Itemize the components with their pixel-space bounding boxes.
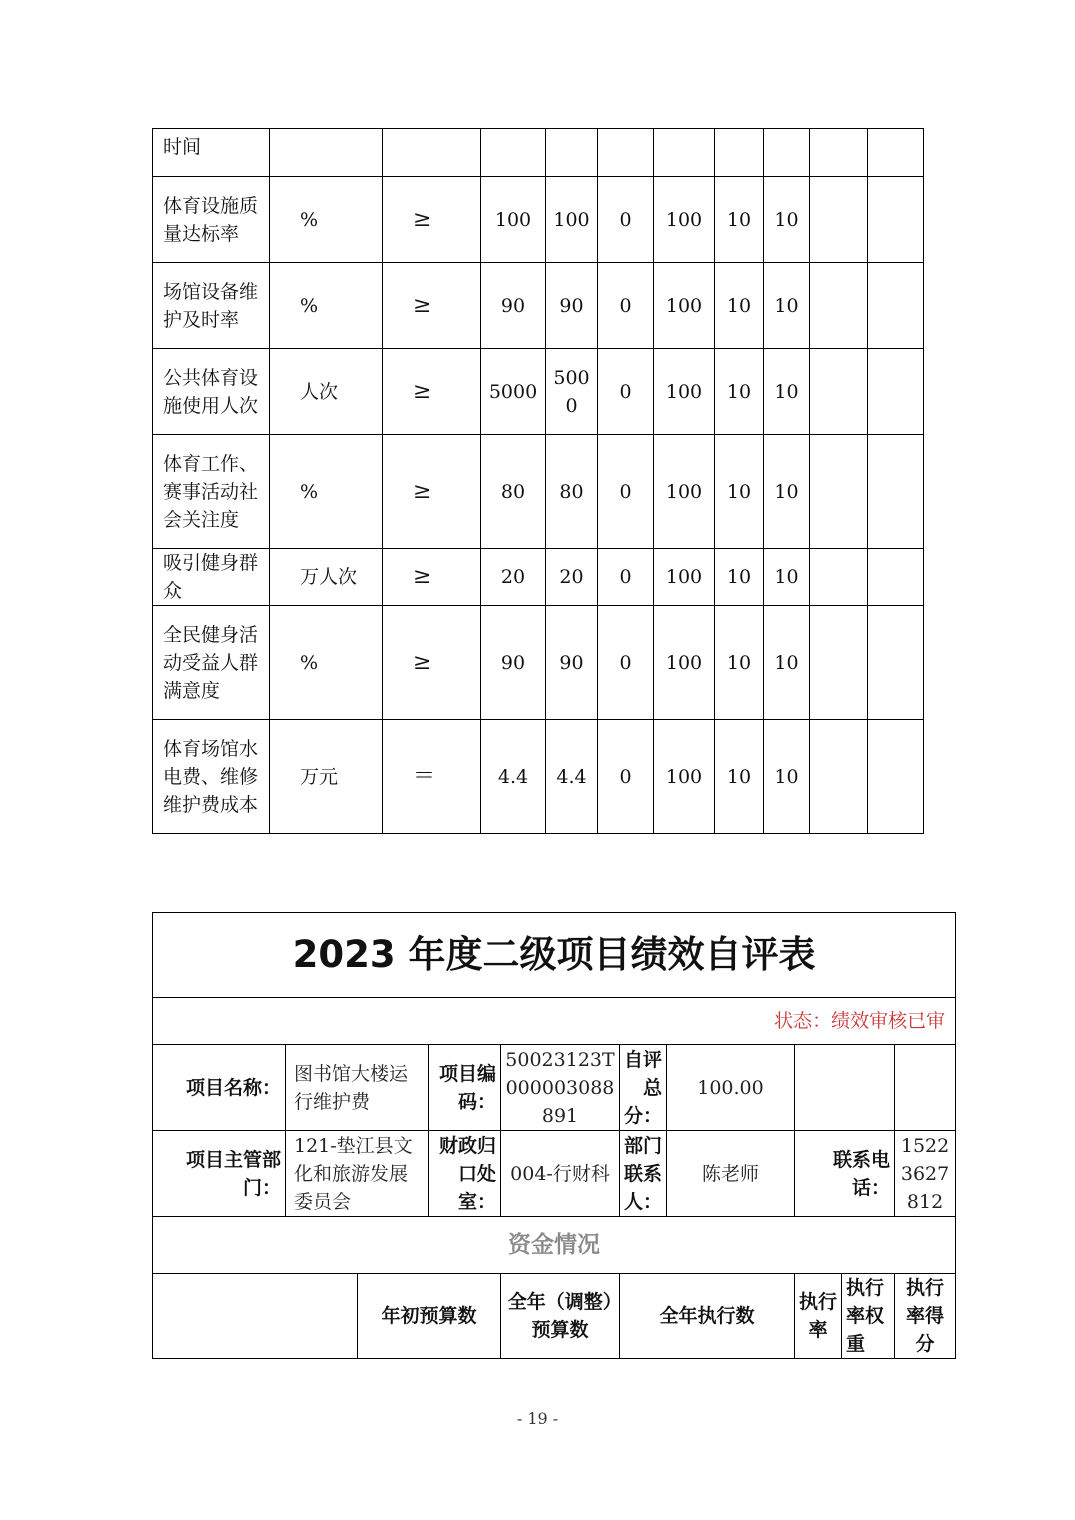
indicator-weight: 10 (715, 349, 764, 435)
indicator-unit: 万元 (270, 720, 383, 834)
table-row (153, 129, 924, 177)
table-row (153, 720, 924, 834)
self-score-value: 100.00 (667, 1045, 795, 1131)
executed-header: 全年执行数 (620, 1274, 795, 1359)
finance-office-label: 财政归口处室： (429, 1131, 501, 1217)
indicator-actual-value: 20 (546, 549, 598, 606)
indicator-cell (810, 263, 868, 349)
indicator-operator: ≥ (383, 177, 481, 263)
table-row (153, 606, 924, 720)
rate-score-header: 执行率得分 (895, 1274, 956, 1359)
indicator-actual-value: 80 (546, 435, 598, 549)
indicator-deviation: 0 (598, 263, 654, 349)
indicator-actual-value: 90 (546, 263, 598, 349)
empty-cell (153, 1274, 358, 1359)
funds-section-title: 资金情况 (153, 1217, 956, 1274)
indicator-score: 10 (764, 606, 810, 720)
indicator-operator: ≥ (383, 606, 481, 720)
indicator-operator: ≥ (383, 435, 481, 549)
indicator-completion (654, 129, 715, 177)
project-code-value: 50023123T000003088891 (501, 1045, 620, 1131)
indicator-unit: % (270, 435, 383, 549)
indicator-score: 10 (764, 549, 810, 606)
indicator-completion: 100 (654, 606, 715, 720)
indicator-actual-value (546, 129, 598, 177)
indicator-target-value: 90 (481, 606, 546, 720)
indicator-target-value: 5000 (481, 349, 546, 435)
indicator-weight: 10 (715, 263, 764, 349)
indicator-completion: 100 (654, 720, 715, 834)
indicator-cell (810, 606, 868, 720)
indicator-cell (868, 720, 924, 834)
indicator-score (764, 129, 810, 177)
dept-value: 121-垫江县文化和旅游发展委员会 (286, 1131, 429, 1217)
table-row (153, 349, 924, 435)
indicator-completion: 100 (654, 349, 715, 435)
indicator-operator: ≥ (383, 349, 481, 435)
project-name-label: 项目名称： (153, 1045, 286, 1131)
self-evaluation-table (152, 912, 956, 1359)
indicator-score: 10 (764, 349, 810, 435)
phone-value: 15223627812 (895, 1131, 956, 1217)
indicator-deviation: 0 (598, 549, 654, 606)
rate-weight-header: 执行率权重 (842, 1274, 895, 1359)
phone-label: 联系电话： (795, 1131, 895, 1217)
finance-office-value: 004-行财科 (501, 1131, 620, 1217)
initial-budget-header: 年初预算数 (358, 1274, 501, 1359)
indicator-target-value (481, 129, 546, 177)
indicator-deviation: 0 (598, 435, 654, 549)
self-score-label: 自评总分： (620, 1045, 667, 1131)
indicator-unit: % (270, 606, 383, 720)
contact-value: 陈老师 (667, 1131, 795, 1217)
indicator-unit: % (270, 263, 383, 349)
exec-rate-header: 执行率 (795, 1274, 842, 1359)
table-row (153, 435, 924, 549)
indicator-deviation: 0 (598, 349, 654, 435)
indicator-cell (868, 606, 924, 720)
indicator-target-value: 80 (481, 435, 546, 549)
indicator-name: 体育工作、赛事活动社会关注度 (153, 435, 270, 549)
indicator-name: 时间 (153, 129, 270, 177)
status-label: 状态：绩效审核已审 (153, 998, 956, 1045)
indicator-actual-value: 5000 (546, 349, 598, 435)
indicator-cell (810, 549, 868, 606)
indicator-weight (715, 129, 764, 177)
table-row (153, 263, 924, 349)
project-code-label: 项目编码： (429, 1045, 501, 1131)
indicator-unit: 人次 (270, 349, 383, 435)
indicator-weight: 10 (715, 606, 764, 720)
contact-label: 部门联系人： (620, 1131, 667, 1217)
indicator-operator (383, 129, 481, 177)
indicator-score: 10 (764, 435, 810, 549)
indicator-actual-value: 4.4 (546, 720, 598, 834)
indicator-weight: 10 (715, 549, 764, 606)
indicator-operator: ≥ (383, 549, 481, 606)
indicator-name: 场馆设备维护及时率 (153, 263, 270, 349)
indicator-completion: 100 (654, 177, 715, 263)
dept-label: 项目主管部门： (153, 1131, 286, 1217)
indicator-name: 体育设施质量达标率 (153, 177, 270, 263)
indicator-cell (868, 549, 924, 606)
table-row (153, 177, 924, 263)
indicator-completion: 100 (654, 263, 715, 349)
indicator-weight: 10 (715, 720, 764, 834)
indicator-score: 10 (764, 263, 810, 349)
indicator-cell (868, 263, 924, 349)
indicator-deviation (598, 129, 654, 177)
empty-cell (895, 1045, 956, 1131)
indicator-completion: 100 (654, 435, 715, 549)
indicator-completion: 100 (654, 549, 715, 606)
indicator-score: 10 (764, 177, 810, 263)
indicator-name: 公共体育设施使用人次 (153, 349, 270, 435)
empty-cell (795, 1045, 895, 1131)
indicator-deviation: 0 (598, 177, 654, 263)
indicator-cell (810, 177, 868, 263)
indicator-name: 吸引健身群众 (153, 549, 270, 606)
indicator-target-value: 20 (481, 549, 546, 606)
indicator-table (152, 128, 924, 834)
indicator-weight: 10 (715, 177, 764, 263)
indicator-cell (868, 349, 924, 435)
indicator-deviation: 0 (598, 720, 654, 834)
indicator-unit (270, 129, 383, 177)
indicator-name: 体育场馆水电费、维修维护费成本 (153, 720, 270, 834)
indicator-cell (810, 349, 868, 435)
indicator-target-value: 90 (481, 263, 546, 349)
indicator-actual-value: 90 (546, 606, 598, 720)
project-name-value: 图书馆大楼运行维护费 (286, 1045, 429, 1131)
indicator-name: 全民健身活动受益人群满意度 (153, 606, 270, 720)
indicator-cell (810, 720, 868, 834)
indicator-score: 10 (764, 720, 810, 834)
indicator-cell (868, 435, 924, 549)
indicator-operator: ≥ (383, 263, 481, 349)
indicator-cell (868, 177, 924, 263)
indicator-cell (810, 129, 868, 177)
page-number: - 19 - (516, 1409, 559, 1428)
indicator-deviation: 0 (598, 606, 654, 720)
indicator-cell (810, 435, 868, 549)
form-title: 2023 年度二级项目绩效自评表 (153, 913, 956, 998)
indicator-cell (868, 129, 924, 177)
table-row (153, 549, 924, 606)
adjusted-budget-header: 全年（调整）预算数 (501, 1274, 620, 1359)
indicator-operator: ＝ (383, 720, 481, 834)
indicator-actual-value: 100 (546, 177, 598, 263)
indicator-weight: 10 (715, 435, 764, 549)
indicator-target-value: 100 (481, 177, 546, 263)
indicator-target-value: 4.4 (481, 720, 546, 834)
indicator-unit: 万人次 (270, 549, 383, 606)
indicator-unit: % (270, 177, 383, 263)
